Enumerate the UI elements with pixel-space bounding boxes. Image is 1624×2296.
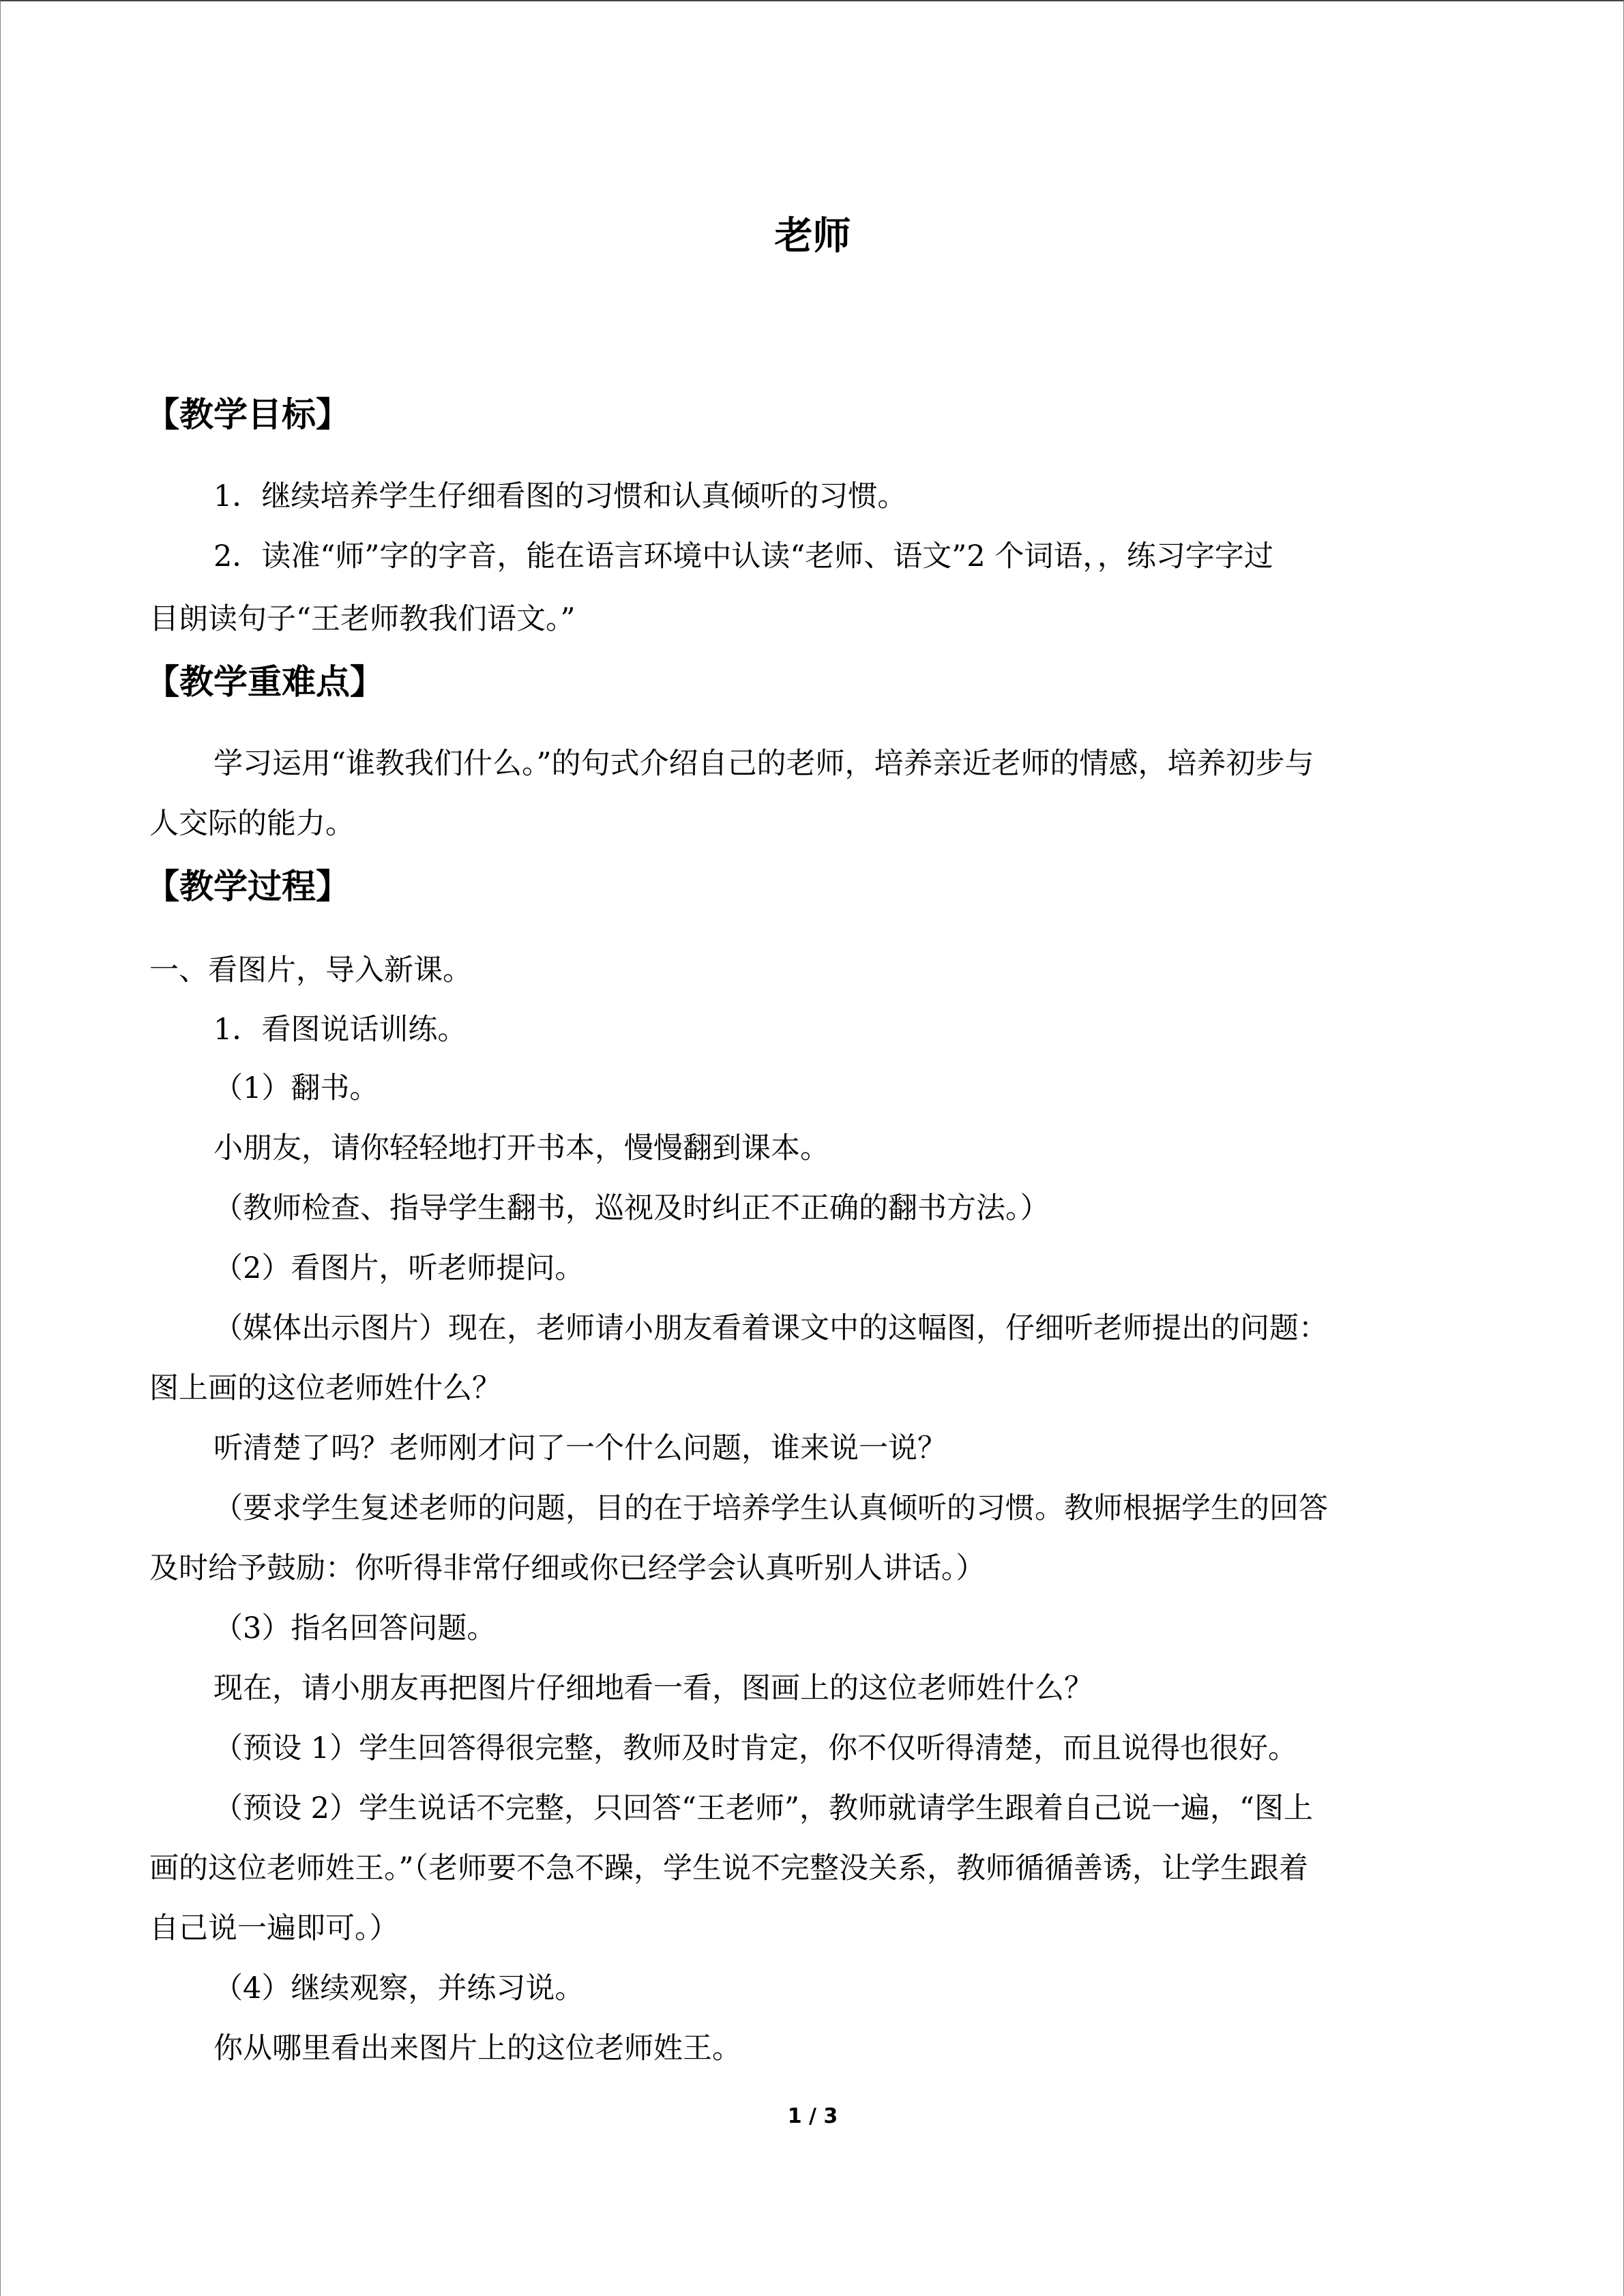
paragraph-line: 你从哪里看出来图片上的这位老师姓王。 [213,2031,741,2066]
paragraph-line: 听清楚了吗？老师刚才问了一个什么问题，谁来说一说？ [213,1431,947,1465]
paragraph-line: （4）继续观察，并练习说。 [213,1971,585,2006]
paragraph-line: 画的这位老师姓王。”（老师要不急不躁，学生说不完整没关系，教师循循善诱，让学生跟着 [149,1851,1308,1885]
paragraph-line: （教师检查、指导学生翻书，巡视及时纠正不正确的翻书方法。） [213,1191,1050,1225]
paragraph-line: 现在，请小朋友再把图片仔细地看一看，图画上的这位老师姓什么？ [213,1671,1093,1705]
paragraph-line: （媒体出示图片）现在，老师请小朋友看着课文中的这幅图，仔细听老师提出的问题： [213,1311,1328,1345]
paragraph-line: （预设 2）学生说话不完整，只回答“王老师”，教师就请学生跟着自己说一遍，“图上 [213,1791,1313,1825]
paragraph-line: 学习运用“谁教我们什么。”的句式介绍自己的老师，培养亲近老师的情感，培养初步与 [213,747,1314,781]
paragraph-line: （3）指名回答问题。 [213,1611,497,1645]
paragraph-line: 人交际的能力。 [149,807,355,841]
paragraph-line: 小朋友，请你轻轻地打开书本，慢慢翻到课本。 [213,1131,829,1165]
paragraph-line: （要求学生复述老师的问题，目的在于培养学生认真倾听的习惯。教师根据学生的回答 [213,1491,1328,1525]
paragraph-line: 1．看图说话训练。 [213,1013,467,1047]
paragraph-line: （2）看图片，听老师提问。 [213,1251,585,1285]
page-number: 1 / 3 [787,2104,838,2128]
paragraph-line: 2．读准“师”字的字音，能在语言环境中认读“老师、语文”2 个词语，，练习字字过 [213,539,1273,573]
paragraph-line: 图上画的这位老师姓什么？ [149,1371,501,1405]
section-heading-objectives: 【教学目标】 [145,395,350,434]
paragraph-line: 及时给予鼓励：你听得非常仔细或你已经学会认真听别人讲话。） [149,1551,986,1585]
paragraph-line: （预设 1）学生回答得很完整，教师及时肯定，你不仅听得清楚，而且说得也很好。 [213,1731,1298,1765]
paragraph-line: 1．继续培养学生仔细看图的习惯和认真倾听的习惯。 [213,479,907,513]
section-heading-process: 【教学过程】 [145,867,350,906]
paragraph-line: 自己说一遍即可。） [149,1911,399,1945]
paragraph-line: 目朗读句子“王老师教我们语文。” [149,602,576,636]
paragraph-line: 一、看图片，导入新课。 [149,953,472,987]
paragraph-line: （1）翻书。 [213,1071,379,1105]
section-heading-key-points: 【教学重难点】 [145,662,384,702]
document-title: 老师 [774,214,851,258]
